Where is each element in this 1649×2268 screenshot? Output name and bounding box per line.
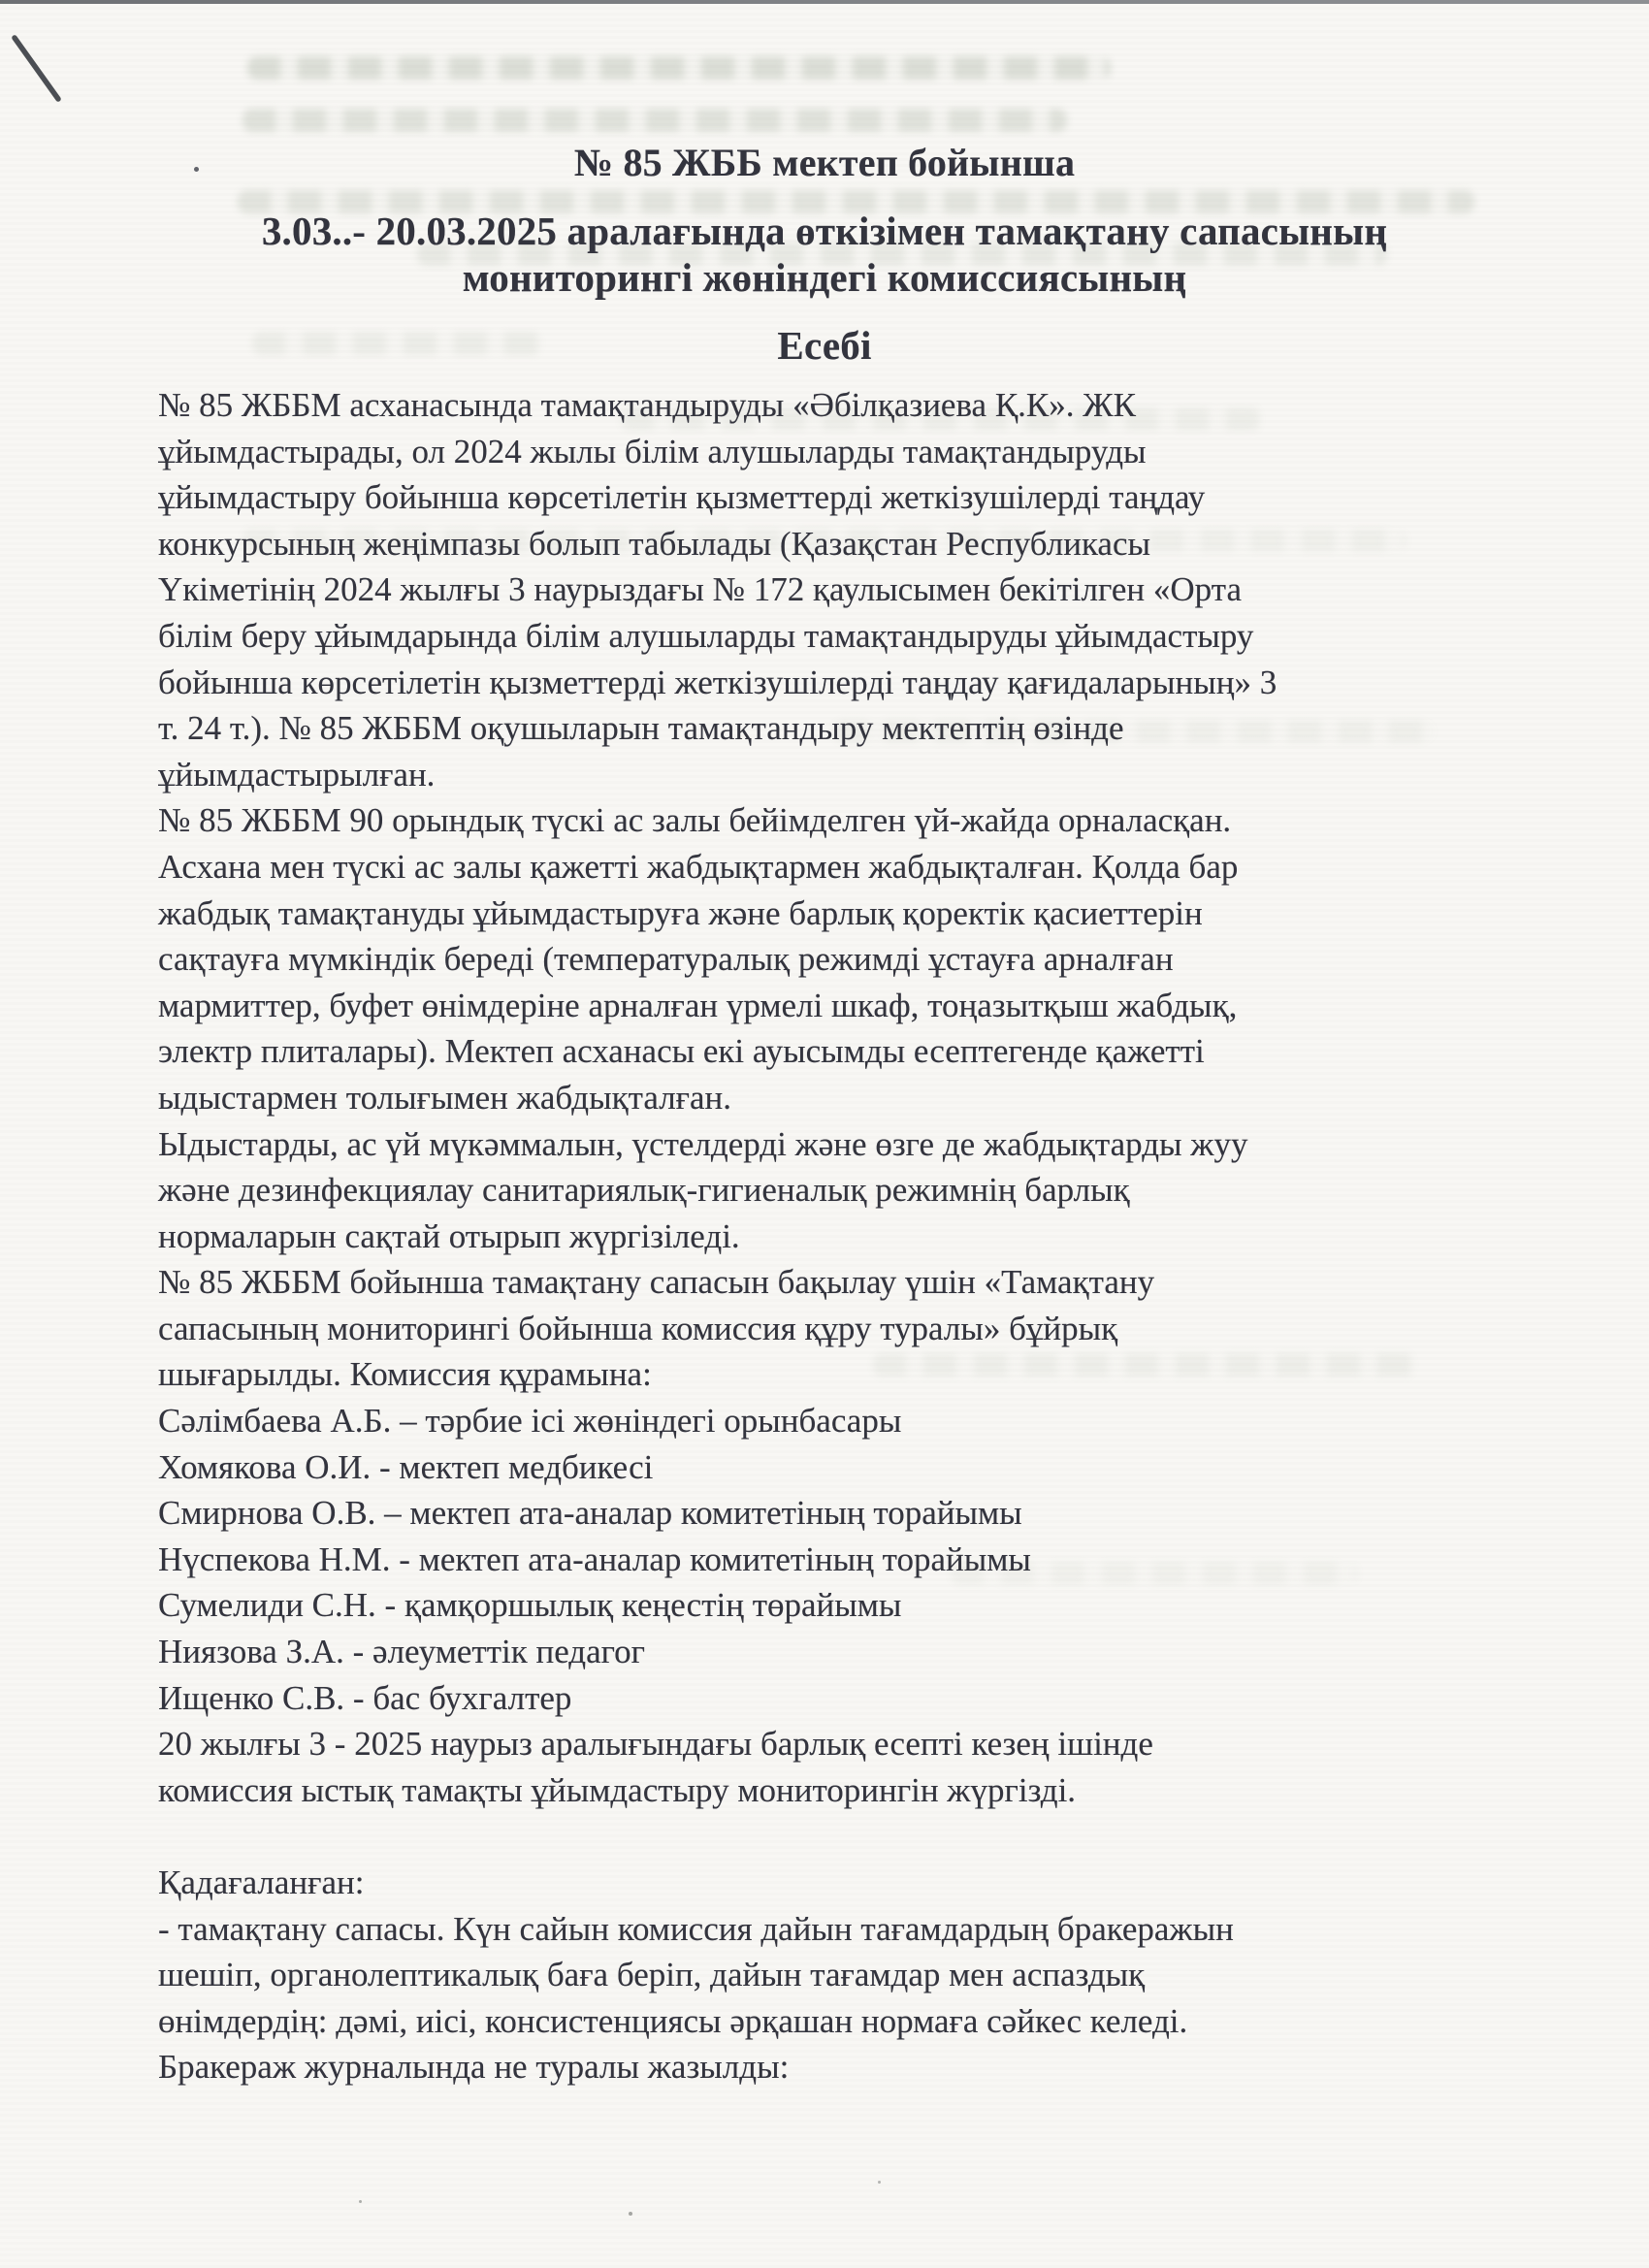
text-line: шешіп, органолептикалық баға беріп, дайын тағамдар мен аспаздық [158,1956,1146,1994]
text-line: бойынша көрсетілетін қызметтерді жеткізушілерді таңдау қағидаларының» 3 [158,663,1277,701]
text-line: - тамақтану сапасы. Күн сайын комиссия дайын тағамдардың бракеражын [158,1909,1234,1948]
text-line: нормаларын сақтай отырып жүргізіледі. [158,1216,740,1255]
text-line: өнімдердің: дәмі, иісі, консистенциясы әрқашан нормаға сәйкес келеді. [158,2001,1188,2040]
text-line [158,1813,1516,1860]
text-line: электр плиталары). Мектеп асханасы екі ауысымды есептегенде қажетті [158,1032,1205,1071]
text-line: және дезинфекциялау санитариялық-гигиеналық режимнің барлық [158,1171,1130,1210]
text-line: ұйымдастырылған. [158,755,436,794]
text-line: ыдыстармен толығымен жабдықталған. [158,1078,732,1117]
text-line: т. 24 т.). № 85 ЖББМ оқушыларын тамақтандыру мектептің өзінде [158,709,1124,748]
text-line: сапасының мониторингі бойынша комиссия құру туралы» бұйрық [158,1309,1118,1347]
scan-edge-artifact [0,0,1649,4]
text-line: № 85 ЖББМ бойынша тамақтану сапасын бақылау үшін «Тамақтану [158,1263,1155,1302]
text-line: сақтауға мүмкіндік береді (температуралық режимді ұстауға арналған [158,940,1174,979]
scan-speck [359,2200,362,2203]
bleed-through-artifact [247,56,1111,80]
text-line: шығарылды. Комиссия құрамына: [158,1355,652,1394]
text-line: Үкіметінің 2024 жылғы 3 наурыздағы № 172 қаулысымен бекітілген «Орта [158,570,1242,609]
bleed-through-artifact [242,109,1067,132]
text-line: № 85 ЖББМ 90 орындық түскі ас залы бейімделген үй-жайда орналасқан. [158,801,1232,840]
text-line: Ниязова З.А. - әлеуметтік педагог [158,1633,645,1671]
scan-speck [629,2212,632,2216]
document-title-line-2: 3.03..- 20.03.2025 аралағында өткізімен тамақтану сапасының [261,209,1388,253]
text-line: Нүспекова Н.М. - мектеп ата-аналар комитетіның торайымы [158,1539,1031,1578]
text-line: Смирнова О.В. – мектеп ата-аналар комитетіның торайымы [158,1494,1022,1533]
text-line: комиссия ыстық тамақты ұйымдастыру мониторингін жүргізді. [158,1770,1077,1809]
text-line: Қадағаланған: [158,1863,365,1901]
text-line: Хомякова О.И. - мектеп медбикесі [158,1447,654,1486]
text-line: мармиттер, буфет өнімдеріне арналған үрмелі шкаф, тоңазытқыш жабдық, [158,986,1238,1024]
text-line: конкурсының жеңімпазы болып табылады (Қазақстан Республикасы [158,524,1150,563]
text-line: Асхана мен түскі ас залы қажетті жабдықтармен жабдықталған. Қолда бар [158,847,1239,886]
text-line: білім беру ұйымдарында білім алушыларды тамақтандыруды ұйымдастыру [158,616,1254,655]
report-heading: Есебі [777,323,872,368]
text-line: жабдық тамақтануды ұйымдастыруға және барлық қоректік қасиеттерін [158,893,1203,932]
text-line: 20 жылғы 3 - 2025 наурыз аралығындағы барлық есепті кезең ішінде [158,1725,1153,1764]
text-line: Сумелиди С.Н. - қамқоршылық кеңестің төрайымы [158,1586,902,1625]
pen-mark [8,31,76,111]
text-line: № 85 ЖББМ асханасында тамақтандыруды «Әбілқазиева Қ.К». ЖК [158,386,1136,424]
document-title-line-1: № 85 ЖББ мектеп бойынша [573,141,1076,184]
document-body [158,382,1516,2090]
text-line: Ищенко С.В. - бас бухгалтер [158,1678,572,1717]
scan-speck [878,2181,881,2184]
text-line: Ыдыстарды, ас үй мүкәммалын, үстелдерді және өзге де жабдықтарды жуу [158,1124,1248,1163]
text-line: Сәлімбаева А.Б. – тәрбие ісі жөніндегі орынбасары [158,1402,902,1441]
text-line: ұйымдастырады, ол 2024 жылы білім алушыларды тамақтандыруды [158,432,1147,470]
text-line: Бракераж журналында не туралы жазылды: [158,2048,790,2087]
text-line: ұйымдастыру бойынша көрсетілетін қызметтерді жеткізушілерді таңдау [158,478,1206,517]
document-title-line-3: мониторингі жөніндегі комиссиясының [462,255,1187,300]
